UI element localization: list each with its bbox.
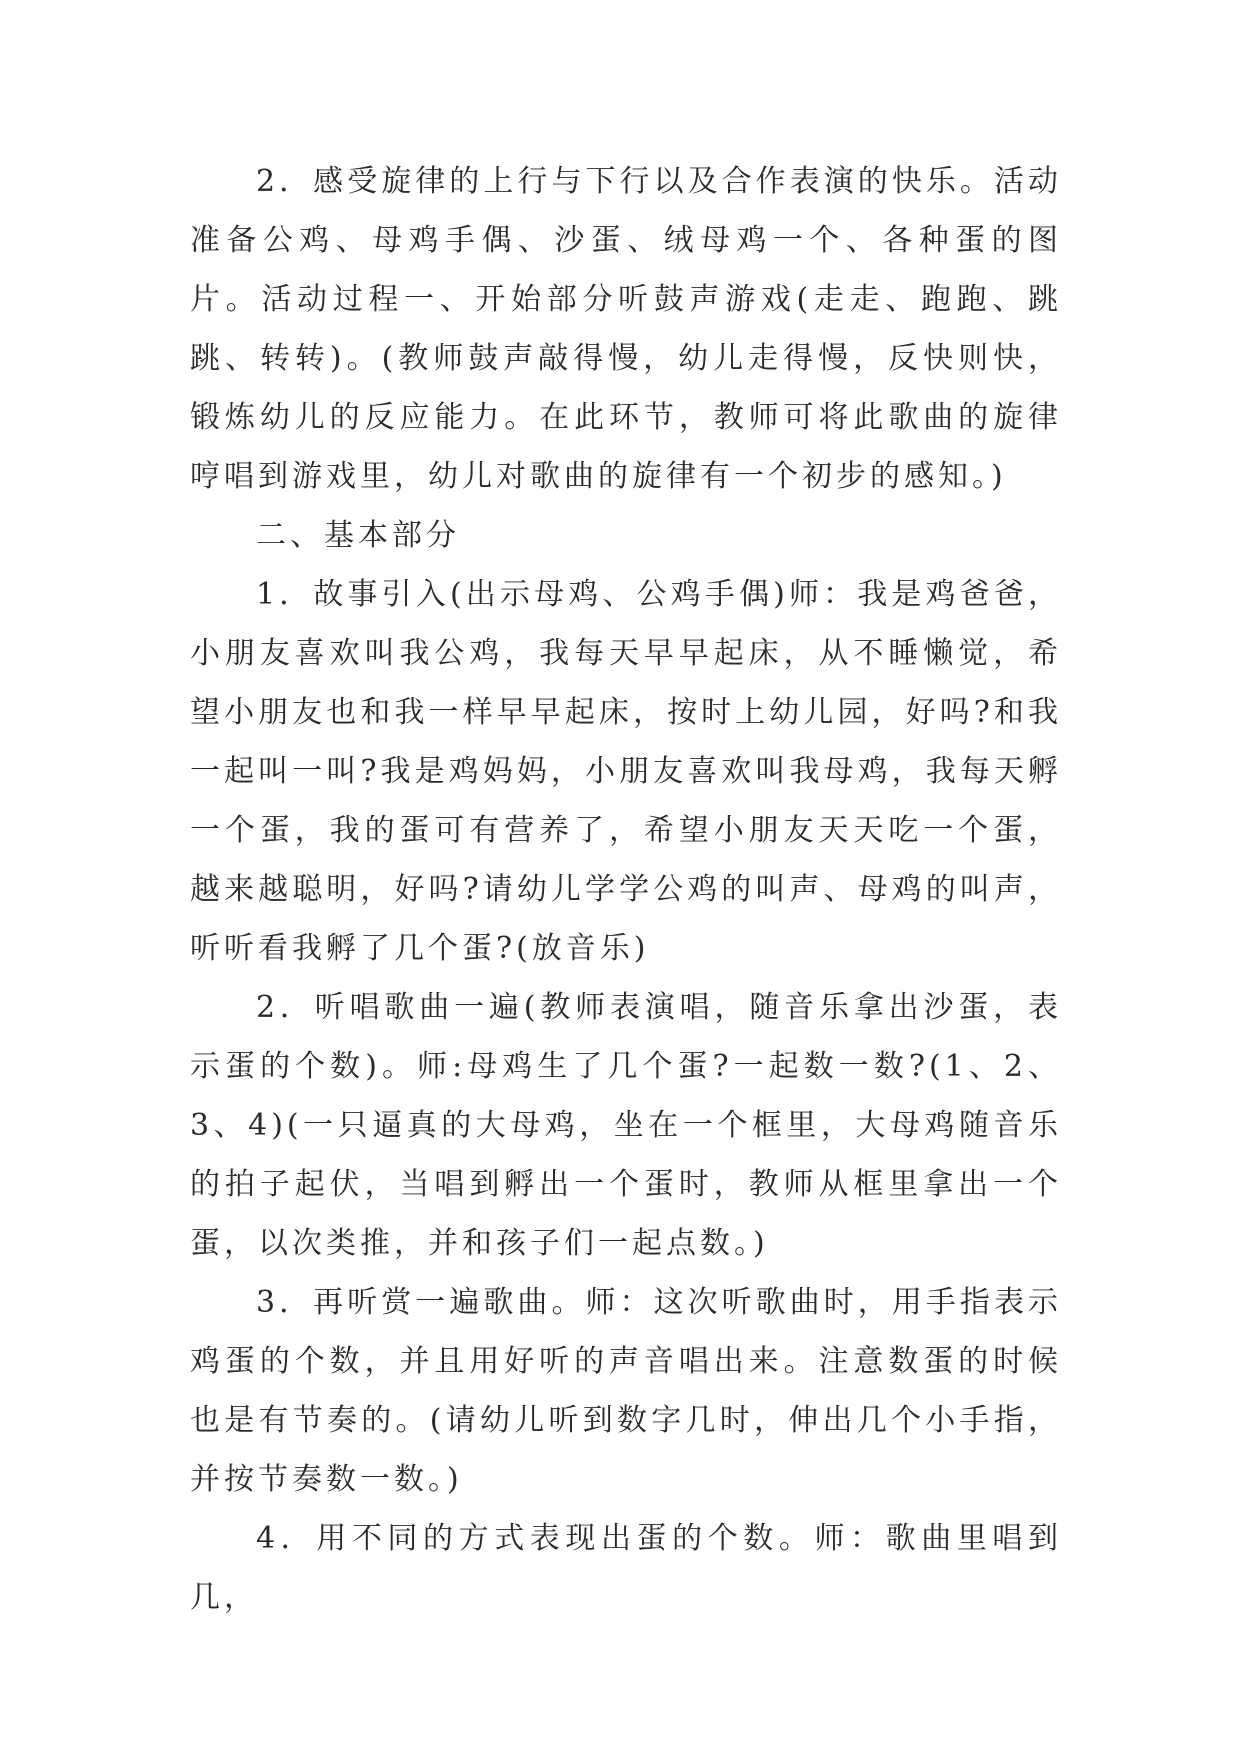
paragraph-listen-again: 3．再听赏一遍歌曲。师：这次听歌曲时，用手指表示鸡蛋的个数，并且用好听的声音唱出来。注意数蛋的时候也是有节奏的。(请幼儿听到数字几时，伸出几个小手指，并按节奏数一数。) [190,1285,1062,1497]
paragraph-activity-prep: 2．感受旋律的上行与下行以及合作表演的快乐。活动准备公鸡、母鸡手偶、沙蛋、绒母鸡一个、各种蛋的图片。活动过程一、开始部分听鼓声游戏(走走、跑跑、跳跳、转转)。(教师鼓声敲得慢，幼儿走得慢，反快则快，锻炼幼儿的反应能力。在此环节，教师可将此歌曲的旋律哼唱到游戏里，幼儿对歌曲的旋律有一个初步的感知。) [190,164,1062,494]
paragraph-basic-section-heading: 二、基本部分 [256,518,460,553]
paragraph-story-intro: 1．故事引入(出示母鸡、公鸡手偶)师：我是鸡爸爸，小朋友喜欢叫我公鸡，我每天早早起床，从不睡懒觉，希望小朋友也和我一样早早起床，按时上幼儿园，好吗?和我一起叫一叫?我是鸡妈妈，小朋友喜欢叫我母鸡，我每天孵一个蛋，我的蛋可有营养了，希望小朋友天天吃一个蛋，越来越聪明，好吗?请幼儿学学公鸡的叫声、母鸡的叫声，听听看我孵了几个蛋?(放音乐) [190,577,1062,966]
paragraph-listen-sing: 2．听唱歌曲一遍(教师表演唱，随音乐拿出沙蛋，表示蛋的个数)。师:母鸡生了几个蛋?一起数一数?(1、2、3、4)(一只逼真的大母鸡，坐在一个框里，大母鸡随音乐的拍子起伏，当唱到孵出一个蛋时，教师从框里拿出一个蛋，以次类推，并和孩子们一起点数。) [190,990,1062,1261]
paragraph-different-ways: 4．用不同的方式表现出蛋的个数。师：歌曲里唱到几， [190,1521,1062,1615]
document-body [190,152,1062,1627]
